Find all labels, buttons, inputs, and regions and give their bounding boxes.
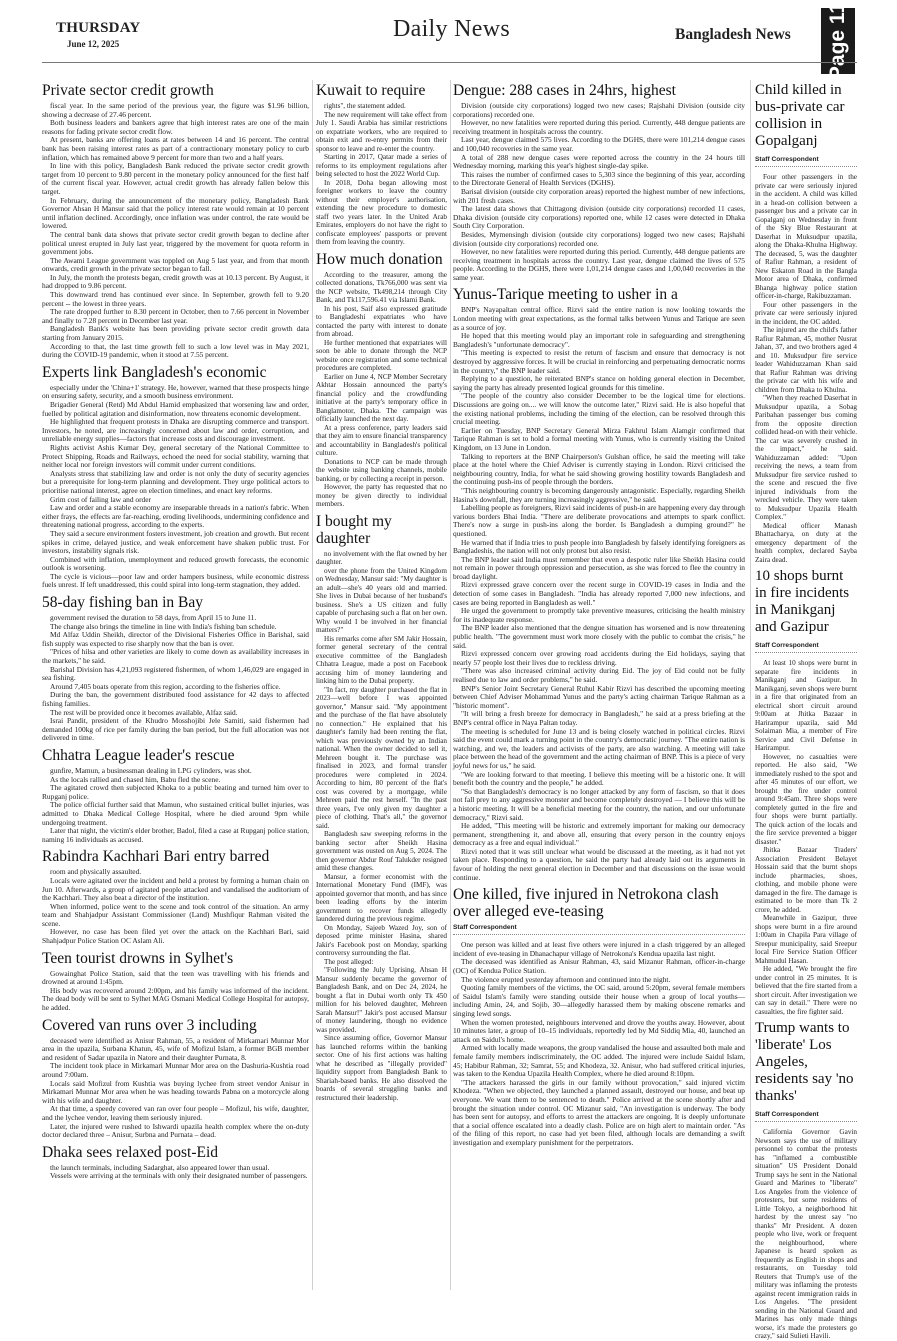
article-headline: Kuwait to require: [316, 82, 426, 99]
article-paragraph: The deceased was identified as Anisur Rahman, 43, said Mizanur Rahman, officer-in-charge (OC) of Kendua Police Station.: [453, 957, 745, 976]
article: [42, 1144, 309, 1181]
article-paragraph: Labelling people as foreigners, Rizvi said incidents of push-in are happening every day through various borders Bhai India. "There are deliberate provocations and attempts to spark conflict. There's now a surge in push-ins along the border. Is Bangladesh a dumping ground?" he questioned.: [453, 503, 745, 538]
article-headline: I bought my daughter: [316, 512, 392, 547]
column-2: [316, 82, 447, 1292]
article-headline: 58-day fishing ban in Bay: [42, 594, 204, 612]
article-paragraph: Armed with locally made weapons, the group vandalised the house and assaulted both male and female family members indiscriminately, the OC added. The injured were include Saidul Islam, 45; Habibur Rahman, 32; Samrat, 55; and Khodeza, 32. Anisur, who had suffered critical injuries, was taken to the Kendua Upazila Health Complex, where he died around 8:10pm.: [453, 1043, 745, 1079]
article-paragraph: He highlighted that frequent protests in Dhaka are disrupting commerce and transport. Investors, he noted, are increasingly concerned about law and order, corruption, and unreliable energy supplies—factors that increase costs and discourage investment.: [42, 417, 309, 444]
article-paragraph: BNP's Nayapaltan central office. Rizvi said the entire nation is now looking towards the London meeting with great expectations, as the formal talks between Yunus and Tarique are seen as a source of joy.: [453, 305, 745, 332]
article-paragraph: Since assuming office, Governor Mansur has launched reforms within the banking sector. One of his first actions was halting what he described as "illegally provided" liquidity support from Bangladesh Bank to Shariah-based banks. He also dissolved the boards of several struggling banks and restructured their leadership.: [316, 1034, 447, 1102]
article: [316, 251, 447, 509]
masthead-date: June 12, 2025: [67, 39, 120, 49]
article-paragraph: The BNP leader also mentioned that the dengue situation has worsened and is now threatening public health. "The government must work more closely with the public to combat the crisis," he said.: [453, 623, 745, 650]
article-headline: Yunus-Tarique meeting to usher in a: [453, 286, 678, 304]
article-paragraph: They said a secure environment fosters investment, job creation and growth. But recent spikes in crime, delayed justice, and weak enforcement have shaken public trust. For investors, instability signals risk.: [42, 528, 309, 556]
article: [453, 886, 745, 1147]
article-paragraph: His body was recovered around 2:00pm, and his family was informed of the incident. The dead body will be sent to Sylhet MAG Osmani Medical College Hospital for autopsy, he added.: [42, 985, 309, 1013]
article-paragraph: Rizvi expressed grave concern over the recent surge in COVID-19 cases in India and the detection of some cases in Bangladesh. "India has already reported 7,000 new infections, and cases are being reported in Bangladesh as well.": [453, 580, 745, 607]
article-paragraph: "This neighbouring country is becoming dangerously antagonistic. Especially, regarding Sheikh Hasina's downfall, they are turning increasingly aggressive," he said.: [453, 485, 745, 504]
article-paragraph: Analysts stress that stabilizing law and order is not only the duty of security agencies but a prerequisite for long-term planning and development. They urge political actors to prioritise national interest, agree on election timelines, and enact key reforms.: [42, 468, 309, 495]
article-paragraph: The incident took place in Mirkamari Munnar Mor area on the Dashuria-Kushtia road around 7:00am.: [42, 1061, 309, 1079]
article-paragraph: no involvement with the flat owned by her daughter.: [316, 549, 447, 566]
article-byline: Staff Correspondent: [755, 1111, 819, 1118]
article-paragraph: "We are looking forward to that meeting. I believe this meeting will be a historic one. It will benefit both the country and the people," he added.: [453, 769, 745, 788]
column-4: [755, 82, 858, 1340]
article-paragraph: The change also brings the timeline in line with India's fishing ban schedule.: [50, 621, 277, 631]
article-paragraph: California Governor Gavin Newsom says the use of military personnel to combat the protests has "inflamed a combustible situation" US President Donald Trump says he sent in the National Guard and Marines to "liberate" Los Angeles from the violence of protesters, but some residents of Little Tokyo, a neighborhood hit hardest by the unrest say "no thanks" Mr President. A dozen people who live, work or frequent the neighbourhood, where Japanese is heard spoken as frequently as English in shops and restaurants, on Tuesday told Reuters that Trump's use of the military was inflaming the protests against recent immigration raids in Los Angeles. "The president sending in the National Guard and Marines has only made things worse, it's made the protesters go crazy," said Sulieti Havili.: [755, 1128, 857, 1340]
article-paragraph: Later that night, the victim's elder brother, Badol, filed a case at Rupganj police station, naming 16 individuals as accused.: [42, 826, 309, 844]
article-paragraph: Starting in 2017, Qatar made a series of reforms to its employment regulations after being selected to host the 2022 World Cup.: [316, 153, 447, 178]
article-paragraph: According to that, the last time growth fell to such a low level was in May 2021, during the COVID-19 pandemic, when it stood at 7.55 percent.: [42, 341, 309, 360]
article: [755, 568, 857, 1016]
article-paragraph: "So that Bangladesh's democracy is no longer attacked by any form of fascism, so that it does not fall prey to any aggressive monster and become completely destroyed — I believe this will be a historic meeting. It will be a beneficial meeting for the country, the nation, and our unfortunate democracy," Rizvi said.: [453, 786, 745, 822]
article-paragraph: room and physically assaulted.: [50, 867, 142, 877]
article-paragraph: This downward trend has continued ever since. In September, growth fell to 9.20 percent -- the lowest in three years.: [42, 290, 309, 308]
article-paragraph: According to the treasurer, among the collected donations, Tk766,000 was sent via the NCP website, Tk498,214 through City Bank, and Tk117,596.41 via Islami Bank.: [316, 270, 447, 304]
article-paragraph: The post alleged:: [324, 957, 374, 966]
article-headline: Rabindra Kachhari Bari entry barred: [42, 848, 270, 866]
article-paragraph: At least 10 shops were burnt in separate fire incidents in Manikganj and Gazipur. In Manikganj, seven shops were burnt in a fire that originated from an electrical short circuit around 9:00am at Jhitka Bazaar in Harirampur upazila, said Md Solaiman Mia, a member of Fire Service and Civil Defense in Harirampur.: [755, 659, 858, 752]
article-paragraph: Medical officer Manash Bhattacharya, on duty at the emergency department of the health complex, declared Sayba Zaira dead.: [755, 521, 857, 564]
article-paragraph: Talking to reporters at the BNP Chairperson's Gulshan office, he said the meeting will take place at the hotel where the Chief Adviser is currently staying in London. Rizvi criticised the neighbouring country, India, for what he said showing growing hostility towards Bangladesh and the continuing push-ins of people through the borders.: [453, 451, 745, 487]
article-paragraph: BNP's Senior Joint Secretary General Ruhul Kabir Rizvi has described the upcoming meeting between Chief Adviser Mohammad Yunus and the party's acting chairman Tarique Rahman as a "historic moment".: [453, 683, 745, 710]
article-paragraph: Barishal Division has 4,21,093 registered fishermen, of whom 1,46,029 are engaged in sea fishing.: [42, 664, 309, 683]
article-paragraph: When informed, police went to the scene and took control of the situation. An army team and Shahjadpur Assistant Commissioner (Land) Mushfiqur Rahman visited the scene.: [42, 901, 309, 928]
article-paragraph: The violence erupted yesterday afternoon and continued into the night.: [461, 974, 671, 984]
article-paragraph: He warned that if India tries to push people into Bangladesh by falsely identifying foreigners as Bangladeshis, the nation will not only protest but also resist.: [453, 537, 745, 556]
article-paragraph: The latest data shows that Chittagong division (outside city corporations) recorded 11 cases, Dhaka division (outside city corporations) reported one, while 12 cases were detected in Dhaka South City Corporation.: [453, 204, 745, 231]
article-paragraph: Grim cost of failing law and order: [50, 494, 151, 504]
article-paragraph: Rights activist Ashis Kumar Dey, general secretary of the National Committee to Protect Shipping, Roads and Railways, echoed the need for social stability, warning that neither local nor foreign investors will commit under current conditions.: [42, 442, 309, 470]
article-paragraph: In July, the month the protests began, credit growth was at 10.13 percent. By August, it had dropped to 9.86 percent.: [42, 272, 309, 291]
article-paragraph: At present, banks are offering loans at rates between 14 and 16 percent. The central bank has been raising interest rates as part of a contractionary monetary policy to curb inflation, which has remained above 9 percent for more than two and a half years.: [42, 135, 309, 162]
byline-divider: [453, 934, 745, 935]
column-divider: [750, 80, 751, 1290]
column-3: [453, 82, 745, 1292]
article-paragraph: "When they reached Daserhat in Muksudpur upazila, a Sobag Paribahan passenger bus coming from the opposite direction collided head-on with their vehicle. The car was severely crushed in the impact," he said. Wahiduzzaman added: "Upon receiving the news, a team from Muksudpur fire service rushed to the scene and rescued the five injured individuals from the wrecked vehicle. They were taken to Muksudpur Upazila Health Complex.": [755, 394, 857, 521]
article-paragraph: "The attackers harassed the girls in our family without provocation," said injured victim Khodeza. "When we objected, they launched a planned assault, destroyed our house, and beat up everyone. We want them to be sentenced to death." Police arrived at the scene shortly after and brought the situation under control. OC Mizanur said, "An investigation is underway. The body has been sent for autopsy, and efforts to arrest the attackers are ongoing. It is deeply unfortunate that a social offence escalated into a deadly clash. Police are on high alert to maintain order. "As of the filing of this report, no case had yet been filed, although locals are demanding a swift investigation and exemplary punishment for the perpetrators.: [453, 1077, 745, 1147]
article-paragraph: Both business leaders and bankers agree that high interest rates are one of the main reasons for fading private sector credit flow.: [42, 118, 309, 136]
article-paragraph: He added, "We brought the fire under control in 25 minutes. It is believed that the fire started from a short circuit. After investigation we can say in detail." There were no casualties, the fire fighter said.: [755, 965, 857, 1016]
article: [453, 82, 745, 282]
article-paragraph: A total of 288 new dengue cases were reported across the country in the 24 hours till Wednesday morning, marking this year's highest single-day spike.: [453, 152, 745, 171]
article-paragraph: When the women protested, neighbours intervened and drove the youths away. However, about 10 minutes later, a group of 10–15 individuals, reportedly led by Md Siddiq Mia, 40, launched an attack on Saidul's home.: [453, 1017, 745, 1044]
article-paragraph: Donations to NCP can be made through the website using banking channels, mobile banking, or by collecting a receipt in person.: [316, 457, 447, 483]
article-paragraph: During the ban, the government distributed food assistance for 42 days to affected fishing families.: [42, 690, 309, 708]
article-paragraph: The Awami League government was toppled on Aug 5 last year, and from that month onwards, credit growth in the private sector began to fall.: [42, 255, 309, 274]
article-paragraph: Earlier on Tuesday, BNP Secretary General Mirza Fakhrul Islam Alamgir confirmed that Tarique Rahman is set to hold a formal meeting with Yunus, who is currently visiting the United Kingdom, on 13 June in London.: [453, 425, 745, 452]
article-paragraph: Earlier on June 4, NCP Member Secretary Akhtar Hossain announced the party's financial policy and the crowdfunding initiative at the party's temporary office in Banglamotor, Dhaka. The campaign was officially launched the next day.: [316, 372, 447, 423]
article-paragraph: fiscal year. In the same period of the previous year, the figure was $1.96 billion, showing a decrease of 27.46 percent.: [42, 101, 309, 119]
article-paragraph: The cycle is vicious—poor law and order hampers business, while economic distress fuels unrest. If left unaddressed, this could spiral into long-term stagnation, they added.: [42, 571, 309, 590]
article-paragraph: The rest will be provided once it becomes available, Alfaz said.: [50, 707, 238, 717]
article: [316, 513, 447, 1103]
article: [42, 848, 309, 945]
article-paragraph: His remarks come after SM Jakir Hossain, former general secretary of the central executive committee of the Bangladesh Chhatra League, made a post on Facebook accusing him of money laundering and linking him to the Dubai property.: [316, 634, 447, 685]
article-paragraph: Quoting family members of the victims, the OC said, around 5:20pm, several female members of Saidul Islam's family were standing outside their house when a group of local youths—including Amin, 24, and Sojib, 30—allegedly harassed them by making obscene remarks and singing lewd songs.: [453, 983, 745, 1018]
article: [755, 82, 857, 564]
article-paragraph: Rizvi noted that it was still unclear what would be discussed at the meeting, as it had not yet taken place. Responding to a question, he said the party had already laid out its arguments in favour of holding the next general election in December and that discussions on the issue would continue.: [453, 846, 745, 882]
article-headline: Teen tourist drowns in Sylhet's: [42, 949, 234, 967]
article-paragraph: The meeting is scheduled for June 13 and is being closely watched in political circles. Rizvi said the event could mark a turning point in the country's democratic journey. "The entire nation is watching, and we, the leaders and activists of the party, are also watching. A meeting will take place between the head of the government and the acting chairman of BNP. This is a piece of very joyful news for us," he said.: [453, 726, 745, 770]
article-paragraph: Besides, Mymensingh division (outside city corporations) logged two new cases; Rajshahi division (outside city corporations) recorded one.: [453, 229, 745, 248]
article-paragraph: Four other passengers in the private car were seriously injured in the incident, the OC added.: [755, 300, 857, 326]
article-paragraph: Later, the injured were rushed to Ishwardi upazila health complex where the on-duty doctor declared three – Anisur, Surbna and Purnata – dead.: [42, 1121, 309, 1140]
article-paragraph: government revised the duration to 58 days, from April 15 to June 11.: [50, 613, 257, 623]
article-headline: 10 shops burnt in fire incidents in Manikganj and Gazipur: [755, 568, 850, 635]
article-paragraph: "Following the July Uprising, Ahsan H Mansur suddenly became the governor of Bangladesh Bank, and on Dec 24, 2024, he bought a flat in Dubai worth only Tk 450 million for his beloved daughter, Mehreen Sarah Mansur!" Jakir's post accused Mansur of money laundering, though no evidence was provided.: [316, 966, 447, 1034]
article-headline: One killed, five injured in Netrokona clash over alleged eve-teasing: [453, 886, 719, 921]
article-paragraph: On Monday, Sajeeb Wazed Joy, son of deposed prime minister Hasina, shared Jakir's Facebook post on Monday, sparking controversy surrounding the flat.: [316, 923, 447, 957]
article-paragraph: He added, "This meeting will be historic and extremely important for making our democracy permanent, strengthening it, and above all, ensuring that every person in the country enjoys democracy as a free and equal individual.": [453, 821, 745, 848]
column-divider: [450, 80, 451, 1290]
article: [755, 1020, 857, 1341]
article-headline: Private sector credit growth: [42, 82, 214, 99]
article-paragraph: However, no new fatalities were reported during this period. Currently, 448 dengue patients are receiving treatment in hospitals across the country.: [453, 118, 745, 136]
page-number-tab: [821, 1, 855, 81]
article-paragraph: the launch terminals, including Sadarghat, also appeared lower than usual.: [50, 1162, 270, 1172]
article-paragraph: Md Alfaz Uddin Sheikh, director of the Divisional Fisheries Office in Barishal, said fish supply was expected to rise sharply now that the ban is over.: [42, 630, 309, 648]
article-paragraph: The new requirement will take effect from July 1. Saudi Arabia has similar restrictions on expatriate workers, who are required to obtain exit and re-entry permits from their sponsor to leave and re-enter the country.: [316, 110, 447, 153]
article-paragraph: In line with this policy, Bangladesh Bank reduced the private sector credit growth target from 10 percent to 9.80 percent in the monetary policy announced for the first half of the current fiscal year. However, actual credit growth has already fallen below this target.: [42, 161, 309, 196]
article-paragraph: Division (outside city corporations) logged two new cases; Rajshahi Division (outside city corporations) recorded one.: [453, 101, 745, 119]
article-paragraph: gunfire, Mamun, a businessman dealing in LPG cylinders, was shot.: [50, 765, 252, 775]
article-paragraph: Bangladesh Bank's website has been providing private sector credit growth data starting from January 2015.: [42, 324, 309, 343]
article-paragraph: rights", the statement added.: [324, 102, 406, 110]
masthead: [0, 0, 897, 81]
byline-divider: [755, 166, 857, 167]
article-paragraph: Law and order and a stable economy are inseparable threads in a nation's fabric. When either frays, the effects are far-reaching, eroding livelihoods, undermining confidence and threatening national progress, according to the experts.: [42, 503, 309, 530]
article-paragraph: In February, during the announcement of the monetary policy, Bangladesh Bank Governor Ahsan H Mansur said that the policy interest rate would remain at 10 percent until inflation declined. Accordingly, once inflation was under control, the rate would be lowered.: [42, 195, 309, 231]
article-paragraph: This raises the number of confirmed cases to 5,303 since the beginning of this year, according to the Directorate General of Health Services (DGHS).: [453, 169, 745, 188]
article-paragraph: Last year, dengue claimed 575 lives. According to the DGHS, there were 101,214 dengue cases and 100,040 recoveries in the same year.: [453, 135, 745, 153]
article-paragraph: "The people of the country also consider December to be the logical time for elections. Discussions are going on.... we will know the outcome later," Rizvi said. He is also hopeful that the existing national problems, including the timing of the election, can be resolved through this crucial meeting.: [453, 391, 745, 427]
article: [42, 364, 309, 590]
article-paragraph: Rizvi expressed concern over growing road accidents during the Eid holidays, saying that nearly 57 people lost their lives due to reckless driving.: [453, 649, 745, 667]
article-paragraph: Locals were agitated over the incident and held a protest by forming a human chain on Jun 10. Afterwards, a group of agitated people attacked and vandalised the auditorium of the Kachhari. They also beat a director of the institution.: [42, 875, 309, 903]
article-paragraph: Locals said Mofizul from Kushtia was buying lychee from street vendor Anisur in Mirkamari Munnar Mor area when he was heading towards Pabna on a motorcycle along with his wife and daughter.: [42, 1078, 309, 1105]
article-headline: Dhaka sees relaxed post-Eid: [42, 1143, 219, 1161]
article-paragraph: At a press conference, party leaders said that they aim to ensure financial transparency and accountability in Bangladesh's political culture.: [316, 423, 447, 457]
article: [42, 950, 309, 1013]
article-paragraph: In his post, Saif also expressed gratitude to Bangladeshi expatriates who have contacted the party with interest to donate from abroad.: [316, 304, 447, 338]
article-paragraph: One person was killed and at least five others were injured in a clash triggered by an alleged incident of eve-teasing in Dhanachapur village of Netrokona's Kendua upazila last night.: [453, 940, 745, 958]
article-paragraph: As the locals rallied and chased him, Babu fled the scene.: [50, 774, 221, 784]
article-byline: Staff Correspondent: [453, 924, 517, 932]
page-number: Page 11: [826, 1, 849, 81]
article-headline: Dengue: 288 cases in 24hrs, highest: [453, 82, 676, 99]
article-paragraph: deceased were identified as Anisur Rahman, 55, a resident of Mirkamari Munnar Mor area in the upazila, Surbana Khatun, 45, wife of Mofizul Islam, a former BGB member and resident of Sadar upazila in Natore and their daughter Purnata, 8.: [42, 1035, 309, 1062]
masthead-rule: [42, 62, 857, 63]
article-paragraph: Around 7,405 boats operate from this region, according to the fisheries office.: [50, 681, 281, 691]
article: [453, 286, 745, 882]
article-byline: Staff Correspondent: [755, 156, 819, 163]
article-headline: How much donation: [316, 250, 443, 268]
article-paragraph: The police official further said that Mamun, who sustained critical bullet injuries, was admitted to Dhaka Medical College Hospital, where he died around 9pm while undergoing treatment.: [42, 800, 309, 827]
article-headline: Experts link Bangladesh's economic: [42, 363, 267, 381]
article-paragraph: Vessels were arriving at the terminals with only their designated number of passengers.: [50, 1171, 308, 1181]
article-paragraph: Replying to a question, he reiterated BNP's stance on holding general election in December, saying the party has already presented logical grounds for this timeline.: [453, 374, 745, 392]
article-paragraph: Meanwhile in Gazipur, three shops were burnt in a fire around 1:00am in Chapila Para village of Sreepur municipality, said Sreepur local Fire Service Station Officer Mahmudul Hasan.: [755, 914, 857, 965]
section-title: Bangladesh News: [675, 26, 791, 43]
article-paragraph: Combined with inflation, unemployment and reduced growth forecasts, the economic outlook is worsening.: [42, 554, 309, 573]
article: [42, 82, 309, 360]
article-paragraph: The rate dropped further to 8.30 percent in October, then to 7.66 percent in November and finally to 7.28 percent in December last year.: [42, 307, 309, 325]
masthead-day: THURSDAY: [56, 20, 141, 36]
article-headline: Chhatra League leader's rescue: [42, 746, 235, 764]
article-paragraph: Four other passengers in the private car were seriously injured in the accident. A child was killed in a head-on collision between a passenger bus and a private car in Gopalganj on Wednesday in front of the Sky Blue Restaurant at Daserhat in Muksudpur upazila, along the Dhaka-Khulna Highway. The deceased, 5, was the daughter of Rafiur Rahman, a resident of New Eskaton Road in the Bangla Motor area of Dhaka, confirmed Bhanga highway police station officer-in-charge, Rakibuzzaman.: [755, 173, 857, 300]
byline-divider: [755, 1121, 857, 1122]
article-paragraph: "In fact, my daughter purchased the flat in 2023—well before I was appointed governor," Mansur said. "My appointment and the purchase of the flat have absolutely no connection." He explained that his daughter's family had been renting the flat, which was previously owned by an Indian national. When the owner decided to sell it, Mehreen bought it. The purchase was finalised in 2023, and formal transfer procedures were completed in 2024. According to him, 80 percent of the flat's cost was covered by a mortgage, while Mehreen paid the rest herself. "In the past three years, I've only given my daughter a piece of clothing. That's all," the governor said.: [316, 685, 447, 830]
newspaper-title: Daily News: [393, 16, 510, 42]
article-paragraph: over the phone from the United Kingdom on Wednesday, Mansur said: "My daughter is an adult—she's 40 years old and married. She lives in Dubai because of her husband's business. She's a US citizen and fully capable of purchasing such a flat on her own. Why would I be involved in her financial matters?": [316, 566, 447, 634]
byline-divider: [755, 652, 857, 653]
column-divider: [312, 80, 313, 1290]
article-byline: Staff Correspondent: [755, 642, 819, 649]
article-paragraph: Jhitka Bazaar Traders' Association President Belayet Hossain said that the burnt shops include pharmacies, shoes, clothing, and mobile phone were damaged in the fire. The damage is estimated to be more than Tk 2 crore, he added.: [755, 846, 857, 914]
article-paragraph: However, no new fatalities were reported during this period. Currently, 448 dengue patients are receiving treatment in hospitals across the country. Last year, dengue claimed the lives of 575 people. According to the DGHS, there were 1,01,214 dengue cases and 1,00,040 recoveries in the same year.: [453, 247, 745, 282]
article-paragraph: However, the party has requested that no money be given directly to individual members.: [316, 483, 447, 508]
article: [42, 594, 309, 743]
article: [42, 747, 309, 844]
article-paragraph: The BNP leader said India must remember that even a despotic ruler like Sheikh Hasina could not remain in power through oppression and persecution, as she was forced to flee the country in broad daylight.: [453, 554, 745, 581]
article-headline: Trump wants to 'liberate' Los Angeles, residents say 'no thanks': [755, 1020, 854, 1104]
article-paragraph: He further mentioned that expatriates will soon be able to donate through the NCP website once registration and some technical procedures are completed.: [316, 338, 447, 372]
article-paragraph: "There was also increased criminal activity during Eid. The joy of Eid could not be fully realised due to law and order problems," he said.: [453, 666, 745, 684]
article-paragraph: However, no case has been filed yet over the attack on the Kachhari Bari, said Shahjadpur Police Station OC Aslam Ali.: [42, 927, 309, 946]
column-1: [42, 82, 309, 1292]
article-paragraph: He hoped that this meeting would play an important role in safeguarding and strengthening Bangladesh's "unfortunate democracy".: [453, 331, 745, 349]
article-headline: Covered van runs over 3 including: [42, 1016, 257, 1034]
article: [316, 82, 447, 247]
article: [42, 1017, 309, 1140]
article-paragraph: Mansur, a former economist with the International Monetary Fund (IMF), was appointed governor that month, and has since been leading efforts by the interim government to recover funds allegedly laundered during the previous regime.: [316, 872, 447, 923]
article-paragraph: The central bank data shows that private sector credit growth began to decline after political unrest erupted in July last year, triggered by the movement for quota reform in government jobs.: [42, 229, 309, 257]
article-paragraph: However, no casualties were reported. He also said, "We immediately rushed to the spot and after 45 minutes of our effort, we brought the fire under control around 9:45am. Three shops were completely gutted in the fire and four shops were burnt partially. The quick action of the locals and the fire service prevented a bigger disaster.": [755, 752, 857, 846]
article-paragraph: "It will bring a fresh breeze for democracy in Bangladesh," he said at a press briefing at the BNP's central office in Naya Paltan today.: [453, 709, 745, 727]
article-paragraph: The agitated crowd then subjected Khoka to a public beating and turned him over to Rupganj police.: [42, 783, 309, 801]
article-paragraph: Brigadier General (Retd) Md Abdul Hamid emphasized that worsening law and order, fuelled by political agitation and disinformation, now threatens economic development.: [42, 400, 309, 418]
article-paragraph: "Prices of hilsa and other varieties are likely to come down as availability increases in the markets," he said.: [42, 647, 309, 666]
article-paragraph: Gowainghat Police Station, said that the teen was travelling with his friends and drowned at around 1:45pm.: [42, 968, 309, 987]
article-paragraph: "This meeting is expected to resist the return of fascism and ensure that democracy is not destroyed by aggressive forces. It will be crucial in reinforcing and perpetuating democratic norms in the country," the BNP leader said.: [453, 348, 745, 375]
article-paragraph: especially under the 'China+1' strategy. He, however, warned that these prospects hinge on ensuring safety, security, and a smooth business environment.: [42, 382, 309, 401]
article-paragraph: In 2018, Doha began allowing most foreigner workers to leave the country without their employer's authorisation, extending the new procedure to domestic staff two years later. In the United Arab Emirates, employers do not have the right to confiscate employees' passports or prevent them from leaving the country.: [316, 178, 447, 246]
article-headline: Child killed in bus-private car collision in Gopalganj: [755, 82, 845, 149]
article-paragraph: The injured are the child's father Rafiur Rahman, 45, mother Nusrat Jahan, 37, and two brothers aged 4 and 10. Muksudpur fire service leader Wahiduzzaman Khan said that Rafiur Rahman was driving the private car with his wife and children from Dhaka to Khulna.: [755, 326, 857, 394]
article-paragraph: Bangladesh saw sweeping reforms in the banking sector after Sheikh Hasina government was ousted on Aug 5, 2024. The then governor Abdur Rouf Talukder resigned amid these changes.: [316, 830, 447, 872]
article-paragraph: At that time, a speedy covered van ran over four people – Mofizul, his wife, daughter, and the lychee vendor, leaving them seriously injured.: [42, 1104, 309, 1122]
article-paragraph: He urged the government to promptly take preventive measures, criticising the health ministry for its inadequate response.: [453, 606, 745, 624]
article-paragraph: Israi Pandit, president of the Khudro Mosshojibi Jele Samiti, said fishermen had demanded 100kg of rice per family during the ban period, but the full allocation was not delivered in time.: [42, 716, 309, 743]
article-paragraph: Barisal division (outside city corporation areas) reported the highest number of new infections, with 201 fresh cases.: [453, 186, 745, 205]
